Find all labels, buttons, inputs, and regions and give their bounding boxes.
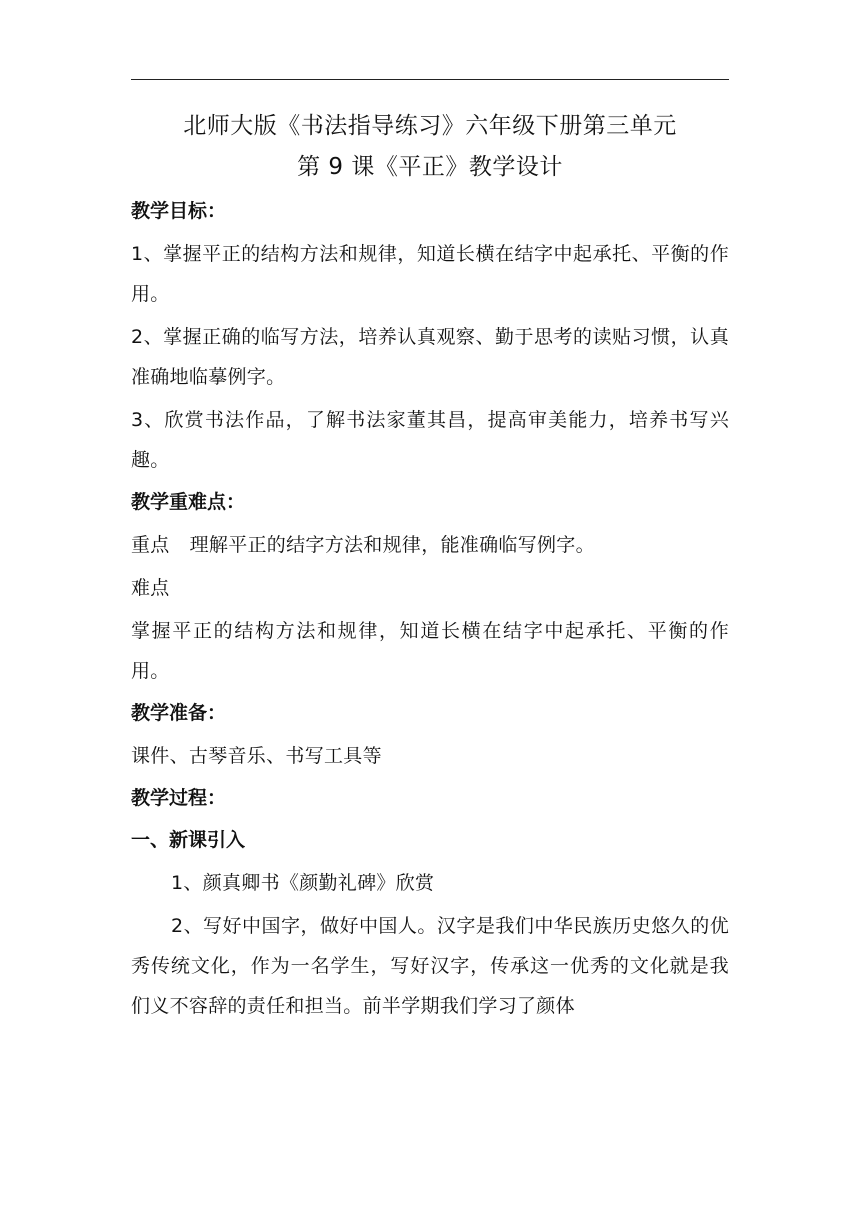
key-point-line xyxy=(131,525,729,565)
document-body xyxy=(131,106,729,1029)
objective-item-2: 2、掌握正确的临写方法，培养认真观察、勤于思考的读贴习惯，认真准确地临摹例字。 xyxy=(131,326,729,388)
document-title-line-1: 北师大版《书法指导练习》六年级下册第三单元 xyxy=(183,113,677,139)
header-rule xyxy=(131,79,729,80)
section-1-item-2: 2、写好中国字，做好中国人。汉字是我们中华民族历史悠久的优秀传统文化，作为一名学生，写好汉字，传承这一优秀的文化就是我们义不容辞的责任和担当。前半学期我们学习了颜体 xyxy=(131,915,729,1017)
key-point-label: 重点 xyxy=(131,534,170,556)
objective-item-3: 3、欣赏书法作品，了解书法家董其昌，提高审美能力，培养书写兴趣。 xyxy=(131,409,729,471)
difficulty-label: 难点 xyxy=(131,577,170,599)
process-heading: 教学过程： xyxy=(131,787,227,809)
section-1-heading: 一、新课引入 xyxy=(131,829,246,851)
key-points-heading: 教学重难点： xyxy=(131,491,246,513)
preparation-heading: 教学准备： xyxy=(131,702,227,724)
preparation-text: 课件、古琴音乐、书写工具等 xyxy=(131,745,382,767)
document-title-line-2: 第 9 课《平正》教学设计 xyxy=(297,154,563,180)
objective-item-1: 1、掌握平正的结构方法和规律，知道长横在结字中起承托、平衡的作用。 xyxy=(131,243,729,305)
key-point-text: 理解平正的结字方法和规律，能准确临写例字。 xyxy=(189,534,595,556)
objectives-heading: 教学目标： xyxy=(131,200,227,222)
section-1-item-1: 1、颜真卿书《颜勤礼碑》欣赏 xyxy=(171,872,435,894)
difficulty-text: 掌握平正的结构方法和规律，知道长横在结字中起承托、平衡的作用。 xyxy=(131,620,729,682)
